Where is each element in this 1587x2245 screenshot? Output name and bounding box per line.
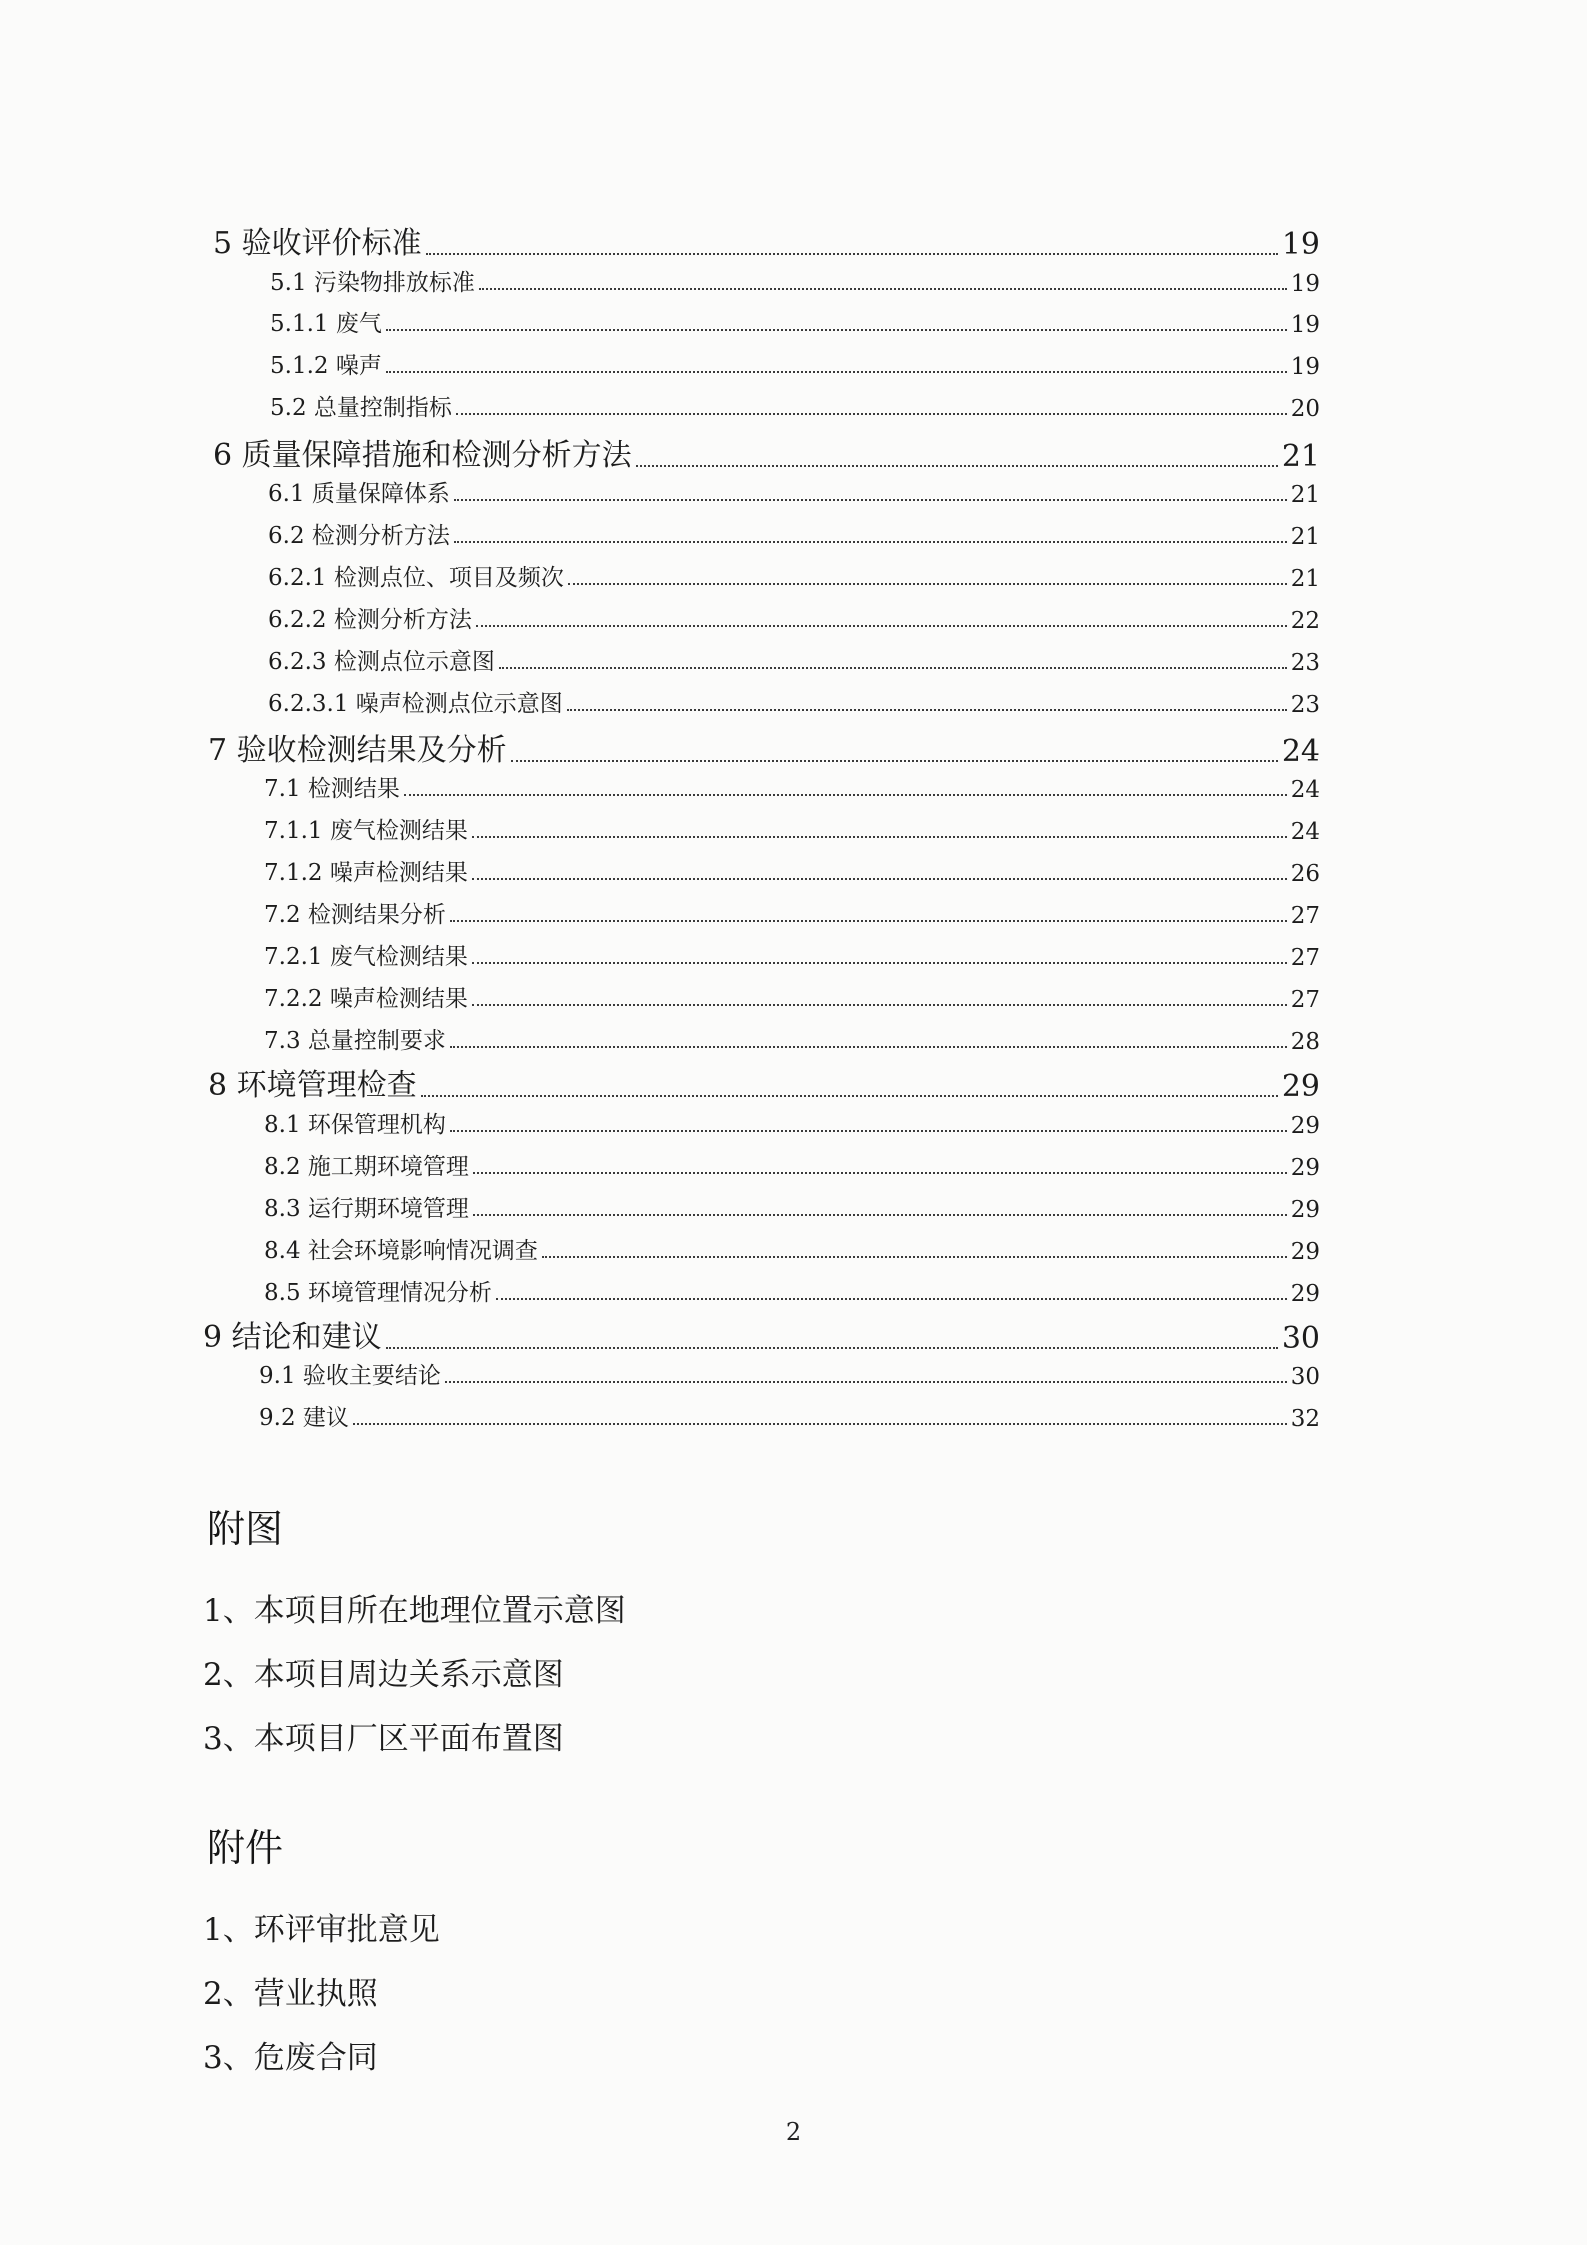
toc-entry-page: 21 — [1290, 482, 1320, 508]
toc-entry-subsection[interactable] — [268, 601, 1320, 634]
attachment-item: 1、环评审批意见 — [203, 1912, 440, 1948]
toc-leader-dots — [473, 1171, 1287, 1174]
toc-leader-dots — [353, 1422, 1287, 1425]
toc-entry-subsection[interactable] — [270, 305, 1320, 338]
toc-entry-section[interactable] — [264, 1022, 1320, 1055]
toc-leader-dots — [476, 624, 1287, 627]
toc-entry-label: 6.1 质量保障体系 — [268, 481, 450, 507]
toc-entry-page: 28 — [1290, 1029, 1320, 1055]
toc-entry-subsection[interactable] — [264, 980, 1320, 1013]
toc-entry-section[interactable] — [270, 264, 1320, 297]
toc-entry-label: 7.1.1 废气检测结果 — [264, 818, 468, 844]
toc-entry-page: 19 — [1281, 227, 1320, 262]
toc-entry-subsection[interactable] — [264, 854, 1320, 887]
toc-entry-page: 26 — [1290, 861, 1320, 887]
toc-entry-page: 27 — [1290, 987, 1320, 1013]
toc-entry-label: 7.3 总量控制要求 — [264, 1028, 446, 1054]
toc-entry-section[interactable] — [264, 770, 1320, 803]
toc-entry-chapter[interactable] — [203, 1312, 1320, 1356]
toc-entry-label: 6.2.1 检测点位、项目及频次 — [268, 565, 564, 591]
toc-entry-page: 21 — [1290, 524, 1320, 550]
toc-entry-page: 29 — [1290, 1113, 1320, 1139]
toc-entry-page: 20 — [1290, 396, 1320, 422]
attachment-item: 2、营业执照 — [203, 1976, 378, 2012]
toc-entry-subsection[interactable] — [268, 559, 1320, 592]
toc-entry-subsection[interactable] — [270, 347, 1320, 380]
toc-entry-section[interactable] — [268, 517, 1320, 550]
toc-entry-label: 6 质量保障措施和检测分析方法 — [213, 438, 632, 473]
toc-entry-label: 8.2 施工期环境管理 — [264, 1154, 469, 1180]
toc-entry-label: 8.5 环境管理情况分析 — [264, 1280, 492, 1306]
toc-entry-page: 30 — [1290, 1364, 1320, 1390]
attachment-item: 3、危废合同 — [203, 2040, 378, 2076]
toc-leader-dots — [568, 582, 1287, 585]
toc-leader-dots — [511, 759, 1278, 762]
toc-entry-chapter[interactable] — [213, 430, 1320, 474]
toc-entry-page: 23 — [1290, 692, 1320, 718]
toc-entry-label: 7.1 检测结果 — [264, 776, 400, 802]
toc-leader-dots — [386, 328, 1287, 331]
toc-entry-section[interactable] — [259, 1399, 1320, 1432]
toc-leader-dots — [472, 1003, 1287, 1006]
toc-leader-dots — [472, 835, 1287, 838]
page-number: 2 — [785, 2118, 802, 2146]
toc-entry-label: 7.2 检测结果分析 — [264, 902, 446, 928]
toc-entry-label: 5.2 总量控制指标 — [270, 395, 452, 421]
toc-entry-label: 6.2.2 检测分析方法 — [268, 607, 472, 633]
toc-entry-page: 29 — [1290, 1239, 1320, 1265]
toc-entry-page: 29 — [1281, 1069, 1320, 1104]
toc-entry-section[interactable] — [264, 896, 1320, 929]
toc-entry-label: 9 结论和建议 — [203, 1320, 382, 1355]
toc-entry-section[interactable] — [264, 1106, 1320, 1139]
toc-entry-page: 24 — [1290, 777, 1320, 803]
toc-leader-dots — [499, 666, 1287, 669]
toc-entry-page: 29 — [1290, 1155, 1320, 1181]
toc-entry-section[interactable] — [264, 1148, 1320, 1181]
toc-entry-chapter[interactable] — [213, 218, 1320, 262]
toc-entry-label: 5.1.1 废气 — [270, 311, 382, 337]
toc-entry-page: 19 — [1290, 271, 1320, 297]
toc-entry-page: 30 — [1281, 1321, 1320, 1356]
toc-entry-page: 22 — [1290, 608, 1320, 634]
toc-entry-subsection[interactable] — [264, 938, 1320, 971]
toc-leader-dots — [496, 1297, 1287, 1300]
toc-leader-dots — [454, 498, 1287, 501]
toc-entry-page: 29 — [1290, 1197, 1320, 1223]
toc-entry-label: 6.2.3 检测点位示意图 — [268, 649, 495, 675]
toc-leader-dots — [454, 540, 1287, 543]
toc-leader-dots — [426, 252, 1278, 255]
toc-entry-label: 7.2.2 噪声检测结果 — [264, 986, 468, 1012]
toc-entry-section[interactable] — [259, 1357, 1320, 1390]
toc-entry-page: 19 — [1290, 312, 1320, 338]
toc-entry-section[interactable] — [264, 1190, 1320, 1223]
toc-leader-dots — [472, 877, 1287, 880]
toc-entry-label: 5.1.2 噪声 — [270, 353, 382, 379]
toc-leader-dots — [450, 1045, 1287, 1048]
toc-entry-label: 5.1 污染物排放标准 — [270, 270, 475, 296]
toc-leader-dots — [479, 287, 1287, 290]
toc-entry-label: 9.1 验收主要结论 — [259, 1363, 441, 1389]
toc-leader-dots — [567, 708, 1287, 711]
toc-entry-section[interactable] — [268, 475, 1320, 508]
figures-heading: 附图 — [207, 1507, 284, 1551]
toc-leader-dots — [473, 1213, 1287, 1216]
toc-entry-chapter[interactable] — [208, 725, 1320, 769]
figure-item: 2、本项目周边关系示意图 — [203, 1657, 564, 1693]
toc-entry-section[interactable] — [264, 1274, 1320, 1307]
toc-entry-subsubsection[interactable] — [268, 685, 1320, 718]
toc-entry-label: 7.2.1 废气检测结果 — [264, 944, 468, 970]
toc-entry-page: 24 — [1281, 734, 1320, 769]
toc-entry-label: 6.2.3.1 噪声检测点位示意图 — [268, 691, 563, 717]
figure-item: 3、本项目厂区平面布置图 — [203, 1721, 564, 1757]
toc-entry-page: 27 — [1290, 945, 1320, 971]
toc-entry-label: 8.3 运行期环境管理 — [264, 1196, 469, 1222]
toc-entry-page: 24 — [1290, 819, 1320, 845]
toc-entry-page: 29 — [1290, 1281, 1320, 1307]
toc-entry-chapter[interactable] — [208, 1060, 1320, 1104]
toc-leader-dots — [386, 1346, 1278, 1349]
toc-leader-dots — [404, 793, 1287, 796]
toc-leader-dots — [450, 1129, 1287, 1132]
toc-entry-label: 8 环境管理检查 — [208, 1068, 417, 1103]
attachments-heading: 附件 — [207, 1826, 284, 1870]
toc-entry-page: 23 — [1290, 650, 1320, 676]
toc-leader-dots — [636, 464, 1278, 467]
toc-entry-page: 32 — [1290, 1406, 1320, 1432]
toc-entry-label: 7 验收检测结果及分析 — [208, 733, 507, 768]
toc-entry-subsection[interactable] — [264, 812, 1320, 845]
toc-leader-dots — [472, 961, 1287, 964]
toc-entry-subsection[interactable] — [268, 643, 1320, 676]
toc-entry-page: 27 — [1290, 903, 1320, 929]
toc-entry-label: 6.2 检测分析方法 — [268, 523, 450, 549]
toc-entry-page: 21 — [1290, 566, 1320, 592]
toc-leader-dots — [542, 1255, 1287, 1258]
toc-entry-label: 8.1 环保管理机构 — [264, 1112, 446, 1138]
toc-entry-label: 8.4 社会环境影响情况调查 — [264, 1238, 538, 1264]
toc-entry-section[interactable] — [264, 1232, 1320, 1265]
figure-item: 1、本项目所在地理位置示意图 — [203, 1593, 626, 1629]
toc-leader-dots — [421, 1094, 1278, 1097]
toc-leader-dots — [445, 1380, 1287, 1383]
toc-entry-label: 5 验收评价标准 — [213, 226, 422, 261]
toc-entry-section[interactable] — [270, 389, 1320, 422]
toc-entry-page: 21 — [1281, 439, 1320, 474]
toc-entry-label: 9.2 建议 — [259, 1405, 349, 1431]
toc-leader-dots — [450, 919, 1287, 922]
toc-leader-dots — [386, 370, 1287, 373]
toc-leader-dots — [456, 412, 1287, 415]
toc-entry-label: 7.1.2 噪声检测结果 — [264, 860, 468, 886]
toc-entry-page: 19 — [1290, 354, 1320, 380]
